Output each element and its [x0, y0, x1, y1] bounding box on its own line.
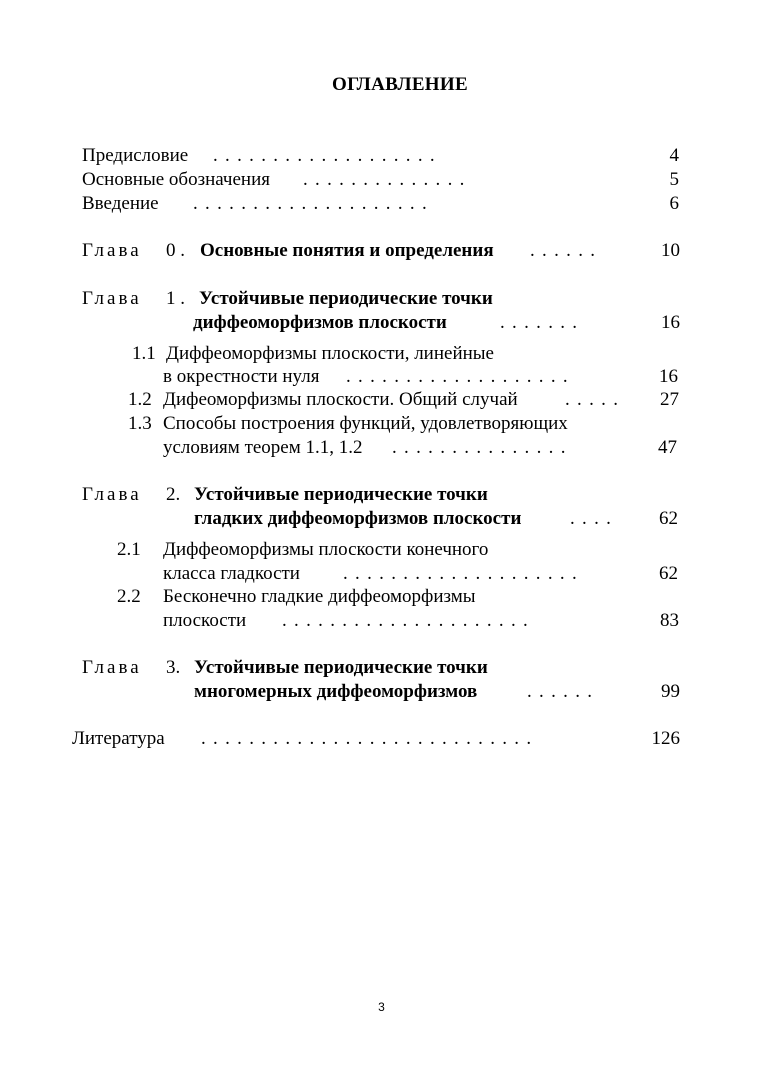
section-title-line1: Диффеоморфизмы плоскости конечного	[163, 539, 489, 560]
entry-label: Введение	[82, 193, 159, 214]
leader-dots: ......	[530, 240, 603, 261]
page-ref: 83	[660, 610, 679, 631]
chapter-number: 0 .	[166, 240, 185, 261]
section-number: 1.3	[128, 413, 152, 434]
page-ref: 62	[659, 563, 678, 584]
leader-dots: .......	[500, 312, 585, 333]
chapter-number: 2.	[166, 484, 181, 505]
chapter-title-line1: Устойчивые периодические точки	[194, 657, 488, 678]
section-title-line1: Способы построения функций, удовлетворяющих	[163, 413, 568, 434]
entry-label: Предисловие	[82, 145, 189, 166]
leader-dots: ............................	[201, 728, 539, 749]
page-ref: 16	[659, 366, 678, 387]
leader-dots: ..............	[303, 169, 472, 190]
leader-dots: .....	[565, 389, 626, 410]
section-number: 2.2	[117, 586, 141, 607]
chapter-title-line1: Устойчивые периодические точки	[199, 288, 493, 309]
page-ref: 4	[669, 145, 679, 166]
section-number: 1.2	[128, 389, 152, 410]
chapter-title-line2: многомерных диффеоморфизмов	[194, 681, 478, 702]
leader-dots: ....................	[343, 563, 584, 584]
leader-dots: ....	[570, 508, 619, 529]
chapter-prefix: Глава	[82, 240, 142, 261]
chapter-prefix: Глава	[82, 657, 142, 678]
section-title-line2: класса гладкости	[163, 563, 300, 584]
section-title-line2: условиям теорем 1.1, 1.2	[163, 437, 363, 458]
chapter-title-line1: Устойчивые периодические точки	[194, 484, 488, 505]
section-title-line2: в окрестности нуля	[163, 366, 320, 387]
chapter-prefix: Глава	[82, 288, 142, 309]
leader-dots: ...................	[346, 366, 575, 387]
entry-label: Основные обозначения	[82, 169, 270, 190]
chapter-title-line2: диффеоморфизмов плоскости	[193, 312, 447, 333]
chapter-number: 3.	[166, 657, 181, 678]
page-ref: 10	[661, 240, 680, 261]
page-ref: 47	[658, 437, 677, 458]
leader-dots: .....................	[282, 610, 536, 631]
section-number: 2.1	[117, 539, 141, 560]
chapter-prefix: Глава	[82, 484, 142, 505]
page-ref: 5	[669, 169, 679, 190]
page-ref: 62	[659, 508, 678, 529]
section-title-line2: плоскости	[163, 610, 247, 631]
page-ref: 99	[661, 681, 680, 702]
leader-dots: ....................	[193, 193, 434, 214]
page-number: 3	[378, 1000, 385, 1014]
leader-dots: ...............	[392, 437, 573, 458]
leader-dots: ...................	[213, 145, 442, 166]
page-ref: 27	[660, 389, 679, 410]
chapter-number: 1 .	[166, 288, 185, 309]
chapter-title: Основные понятия и определения	[200, 240, 494, 261]
entry-label: Литература	[72, 728, 165, 749]
chapter-title-line2: гладких диффеоморфизмов плоскости	[194, 508, 522, 529]
page-ref: 16	[661, 312, 680, 333]
section-title-line1: Диффеоморфизмы плоскости, линейные	[166, 343, 494, 364]
page-title: ОГЛАВЛЕНИЕ	[332, 74, 468, 95]
leader-dots: ......	[527, 681, 600, 702]
section-number: 1.1	[132, 343, 156, 364]
section-title-line1: Дифеоморфизмы плоскости. Общий случай	[163, 389, 518, 410]
section-title-line1: Бесконечно гладкие диффеоморфизмы	[163, 586, 476, 607]
page-ref: 126	[651, 728, 680, 749]
page-ref: 6	[669, 193, 679, 214]
